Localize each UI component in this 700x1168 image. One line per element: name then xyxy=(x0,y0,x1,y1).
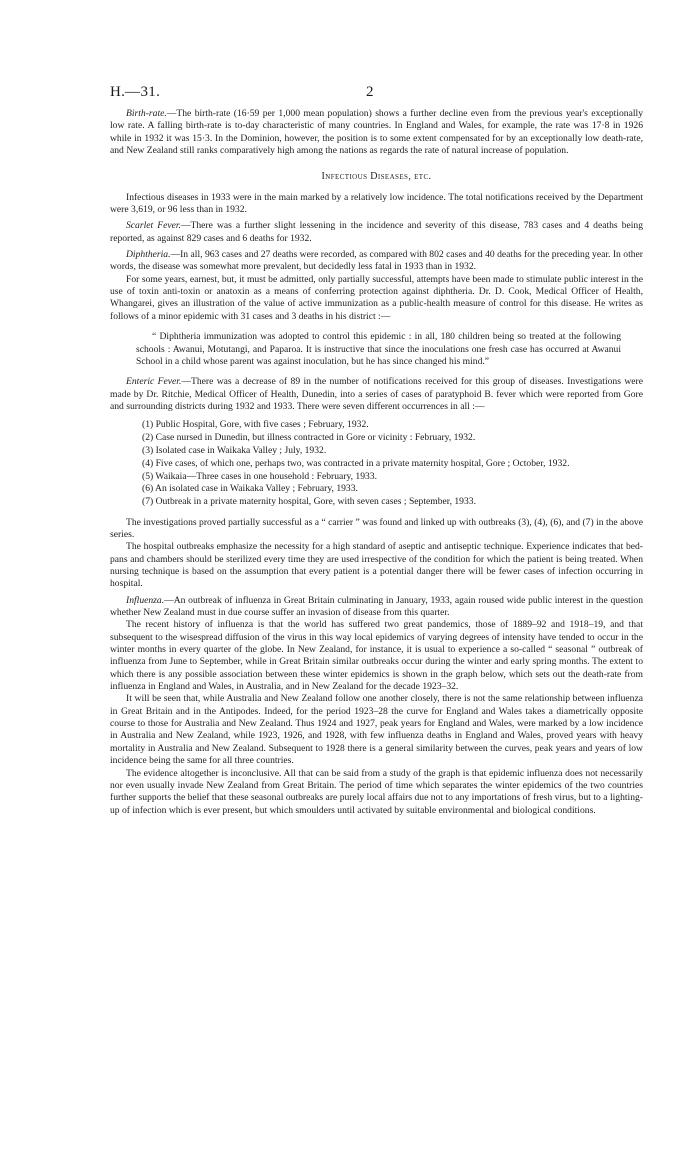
occurrence-item: (7) Outbreak in a private maternity hospital, Gore, with seven cases ; September, 1933. xyxy=(142,496,476,508)
influenza-history-paragraph: The recent history of influenza is that the world has suffered two great pandemics, those of 1889–92 and 1918–19, and that subsequent to the wisespread diffusion of the virus in this way local epidemics of varying degrees of intensity have tended to occur in the winter months in every quarter of the globe. In New Zealand, for instance, it is usual to experience a so-called “ seasonal ” outbreak of influenza from June to September, while in Great Britain similar outbreaks occur during the winter and early spring months. The extent to which there is any possible association between these winter epidemics is shown in the graph below, which sets out the death-rate from influenza in England and Wales, in Australia, and in New Zealand for the decade 1923–32. xyxy=(110,619,643,693)
enteric-fever-term: Enteric Fever. xyxy=(126,376,182,388)
page-header xyxy=(110,84,642,104)
infectious-intro-paragraph: Infectious diseases in 1933 were in the main marked by a relatively low incidence. The total notifications received by the Department were 3,619, or 96 less than in 1932. xyxy=(110,191,643,216)
scarlet-fever-paragraph xyxy=(110,220,643,245)
enteric-fever-paragraph xyxy=(110,376,643,413)
occurrence-item: (6) An isolated case in Waikaka Valley ; February, 1933. xyxy=(142,483,358,495)
scarlet-fever-term: Scarlet Fever. xyxy=(126,220,181,232)
diphtheria-quote: “ Diphtheria immunization was adopted to control this epidemic : in all, 180 children being so treated at the following schools : Awanui, Motutangi, and Paparoa. It is instructive that since the inoculations one fresh case has occurred at Awanui School in a child whose parent was against inoculation, but he has since changed his mind.” xyxy=(136,331,621,367)
diphtheria-immunization-paragraph: For some years, earnest, but, it must be admitted, only partially successful, attempts have been made to stimulate public interest in the use of toxin anti-toxin or anatoxin as a means of conferring protection against diphtheria. Dr. D. Cook, Medical Officer of Health, Whangarei, gives an illustration of the value of active immunization as a public-health measure of control for this disease. He writes as follows of a minor epidemic with 31 cases and 3 deaths in his district :— xyxy=(110,273,643,322)
influenza-paragraph xyxy=(110,595,643,620)
diphtheria-paragraph xyxy=(110,249,643,274)
hospital-outbreaks-paragraph: The hospital outbreaks emphasize the necessity for a high standard of aseptic and antiseptic technique. Experience indicates that bed-pans and chambers should be sterilized every time they are used irrespective of the condition for which the patient is being treated. When nursing technique is based on the assumption that every patient is a potential danger there will be fewer cases of infection occurring in hospital. xyxy=(110,541,643,590)
influenza-graph-paragraph: It will be seen that, while Australia and New Zealand follow one another closely, there is not the same relationship between influenza in Great Britain and in the Antipodes. Indeed, for the period 1923–28 the curve for England and Wales takes a diametrically opposite course to those for Australia and New Zealand. Thus 1924 and 1927, peak years for England and Wales, were marked by a low incidence in Australia and New Zealand, while 1923, 1926, and 1928, with few influenza deaths in England and Wales, proved years with heavy mortality in Australia and New Zealand. Subsequent to 1928 there is a general similarity between the curves, peak years and years of low incidence being the same for all three countries. xyxy=(110,693,643,767)
occurrence-item: (5) Waikaia—Three cases in one household : February, 1933. xyxy=(142,470,378,482)
scarlet-fever-text: —There was a further slight lessening in the incidence and severity of this disease, 783 cases and 4 deaths being reported, as against 829 cases and 6 deaths for 1932. xyxy=(110,220,644,244)
birth-rate-term: Birth-rate. xyxy=(126,108,167,119)
birth-rate-text: —The birth-rate (16·59 per 1,000 mean population) shows a further decline even from the previous year's exceptionally low rate. A falling birth-rate is to-day characteristic of many countries. In England and Wales, for example, the rate was 17·8 in 1926 while in 1932 it was 15·3. In the Dominion, however, the position is to some extent compensated for by an exceptionally low death-rate, and New Zealand still ranks comparatively high among the nations as regards the rate of natural increase of population. xyxy=(110,108,643,157)
occurrence-item: (3) Isolated case in Waikaka Valley ; July, 1932. xyxy=(142,444,327,456)
occurrences-list xyxy=(110,419,643,508)
influenza-text: —An outbreak of influenza in Great Britain culminating in January, 1933, again roused wide public interest in the question whether New Zealand must in due course suffer an invasion of disease from this quarter. xyxy=(110,594,643,619)
section-heading: Infectious Diseases, etc. xyxy=(321,171,432,183)
investigations-paragraph: The investigations proved partially successful as a “ carrier ” was found and linked up with outbreaks (3), (4), (6), and (7) in the above series. xyxy=(110,516,643,540)
occurrence-item: (4) Five cases, of which one, perhaps two, was contracted in a private maternity hospital, Gore ; October, 1932. xyxy=(142,457,570,469)
influenza-term: Influenza. xyxy=(126,594,165,606)
conclusion-paragraph: The evidence altogether is inconclusive. All that can be said from a study of the graph is that epidemic influenza does not necessarily nor even usually invade New Zealand from Great Britain. The period of time which separates the winter epidemics of the two countries further supports the belief that these seasonal outbreaks are purely local affairs due not to any importations of fresh virus, but to a lighting-up of infection which is ever present, but which smoulders until activated by suitable environmental and biological conditions. xyxy=(110,767,643,816)
page-number: 2 xyxy=(366,84,374,100)
enteric-fever-text: —There was a decrease of 89 in the number of notifications received for this group of diseases. Investigations were made by Dr. Ritchie, Medical Officer of Health, Dunedin, into a series of cases of paratyphoid B. fever which were reported from Gore and surrounding districts during 1932 and 1933. There were seven different occurrences in all :— xyxy=(110,376,644,412)
document-body xyxy=(110,108,643,817)
diphtheria-term: Diphtheria. xyxy=(126,249,171,261)
document-reference: H.—31. xyxy=(110,84,161,100)
diphtheria-text: —In all, 963 cases and 27 deaths were recorded, as compared with 802 cases and 40 deaths for the preceding year. In other words, the disease was somewhat more prevalent, but decidedly less fatal in 1933 than in 1932. xyxy=(110,249,643,273)
occurrence-item: (2) Case nursed in Dunedin, but illness contracted in Gore or vicinity : February, 1932. xyxy=(142,432,476,444)
birth-rate-paragraph xyxy=(110,108,643,157)
occurrence-item: (1) Public Hospital, Gore, with five cases ; February, 1932. xyxy=(142,419,369,431)
